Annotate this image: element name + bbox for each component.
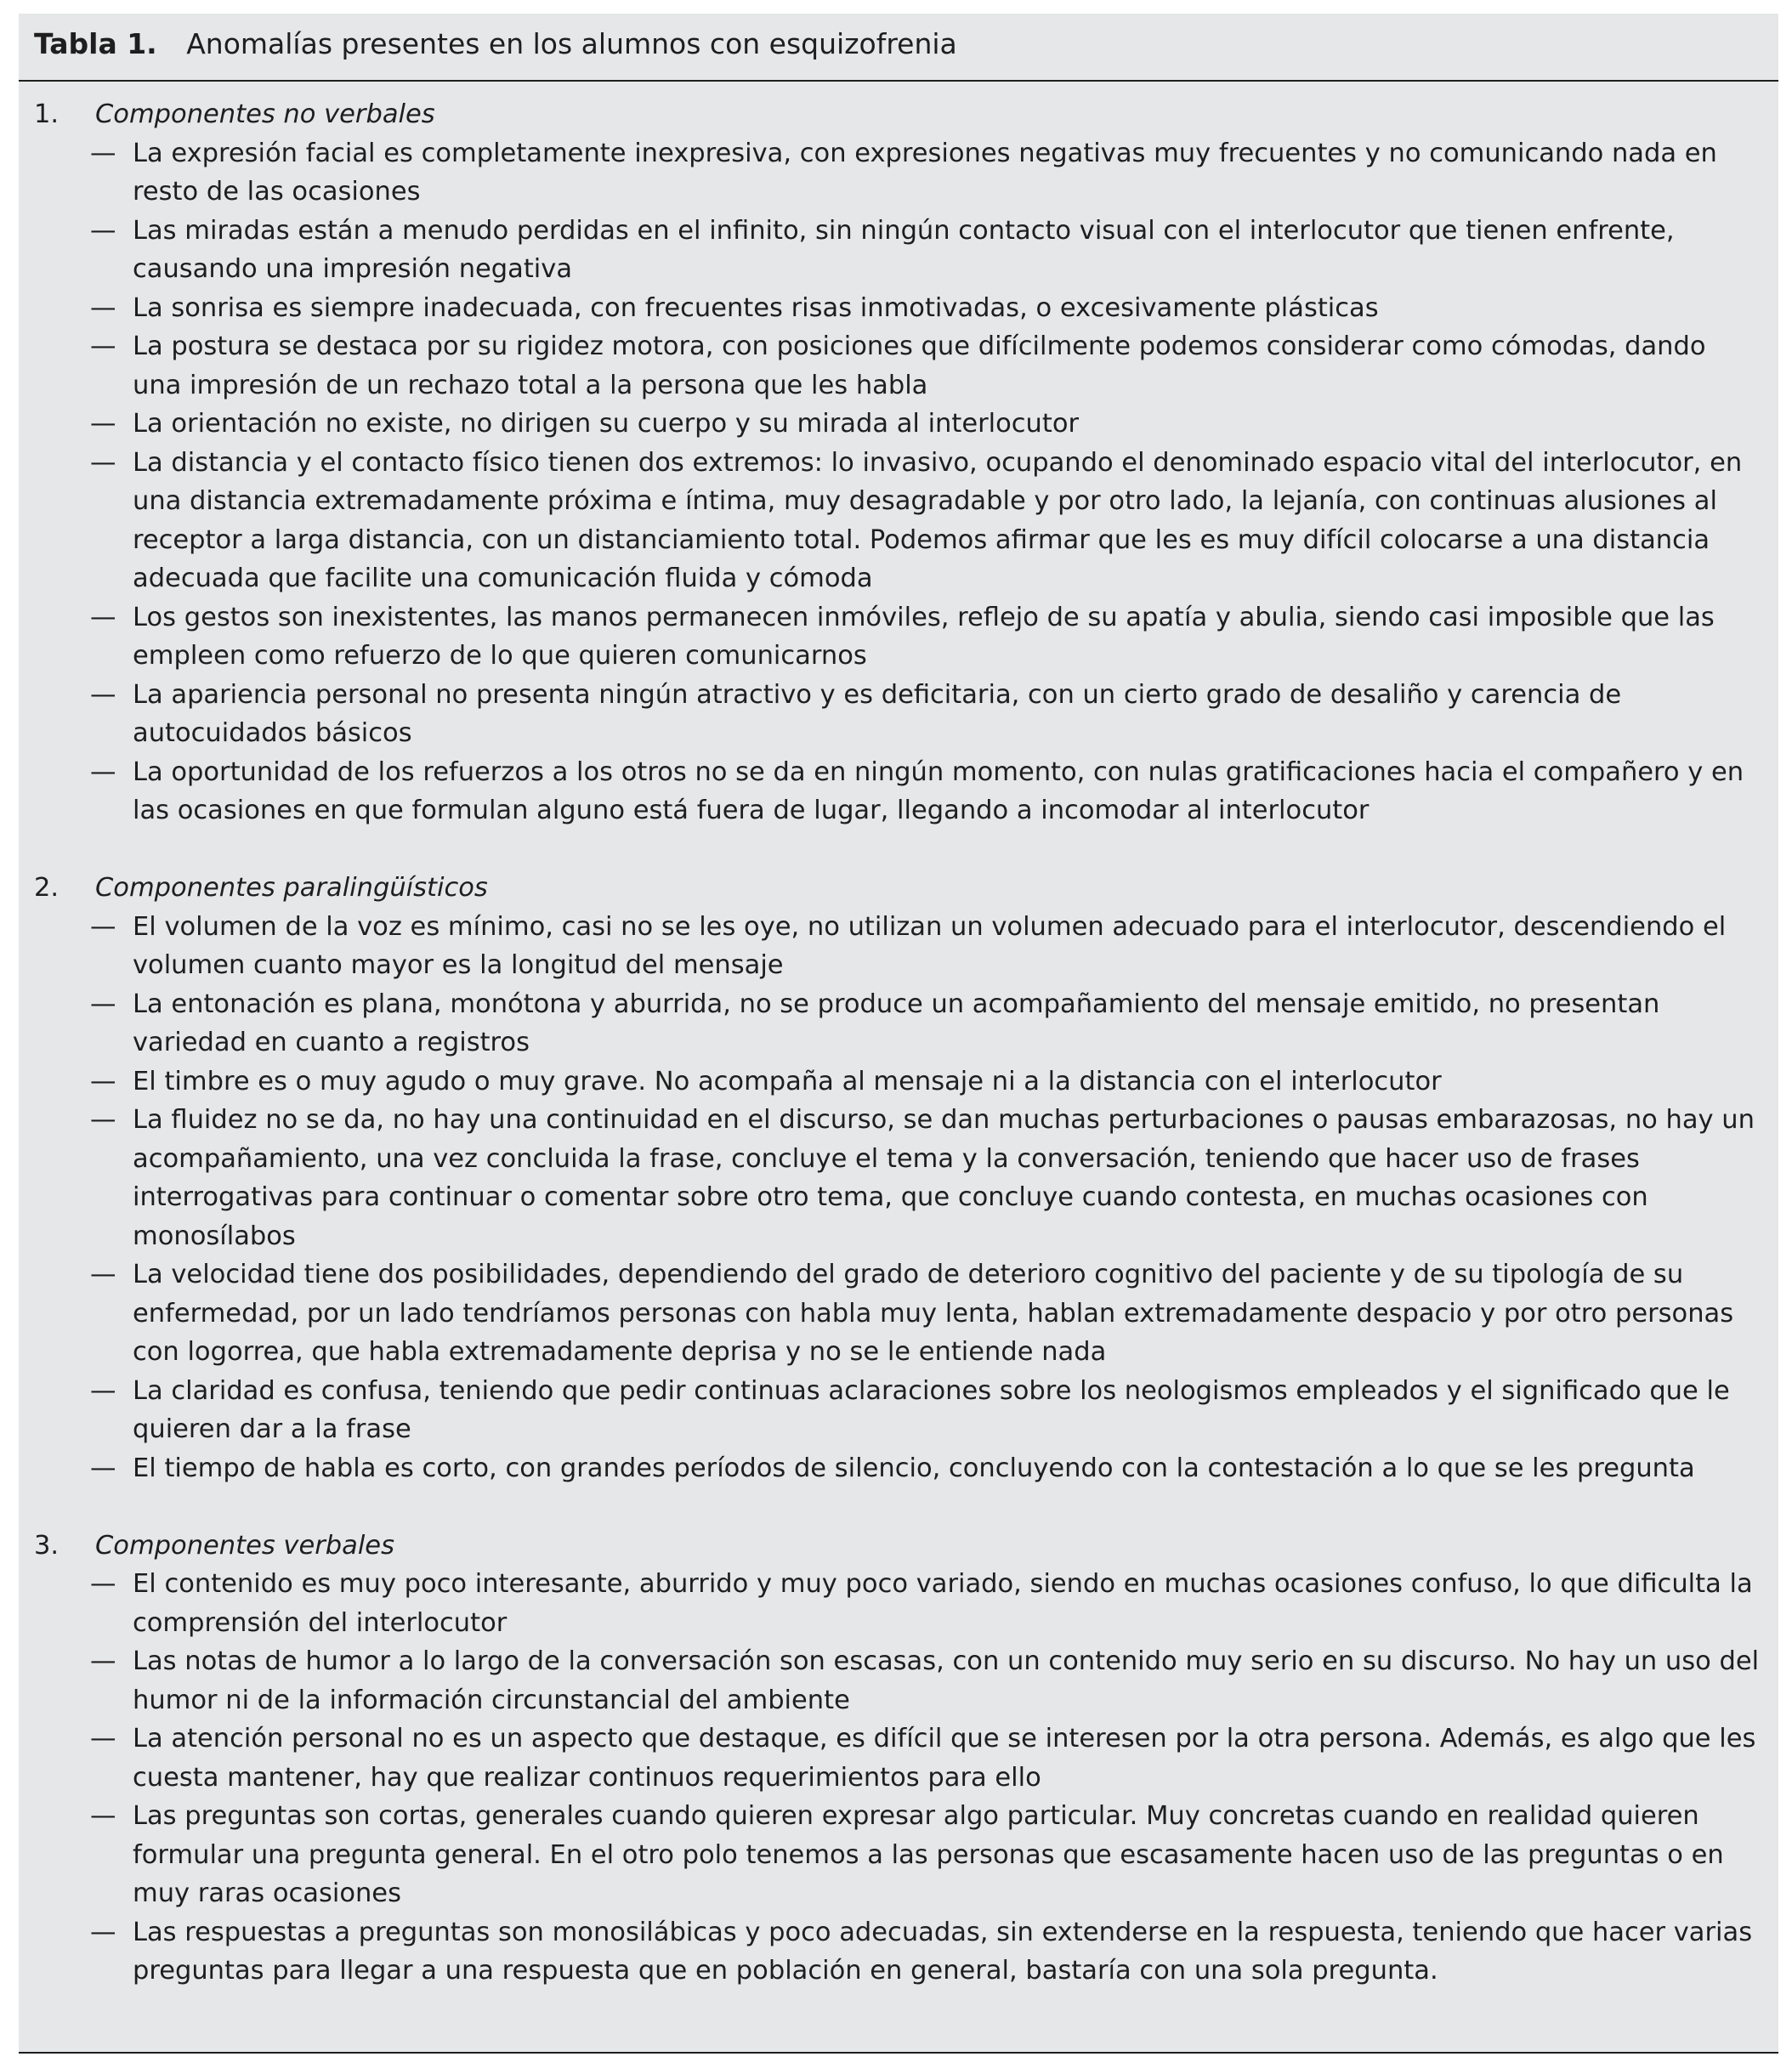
- list-item: [19, 985, 1778, 1062]
- section-heading: [19, 1527, 1778, 1566]
- list-item-text: Las notas de humor a lo largo de la conversación son escasas, con un contenido muy serio en su discurso. No hay un uso del humor ni de la información circunstancial del ambiente: [133, 1646, 1760, 1715]
- list-item-text: El tiempo de habla es corto, con grandes períodos de silencio, concluyendo con la contestación a lo que se les pregunta: [133, 1453, 1695, 1483]
- list-item: [19, 908, 1778, 985]
- list-item: [19, 598, 1778, 676]
- dash-bullet: —: [90, 138, 116, 168]
- list-item: [19, 1101, 1778, 1255]
- table-bottom-rule: [19, 2052, 1778, 2054]
- list-item-text: La expresión facial es completamente inexpresiva, con expresiones negativas muy frecuentes y no comunicando nada en resto de las ocasiones: [133, 138, 1717, 207]
- list-item-text: La fluidez no se da, no hay una continuidad en el discurso, se dan muchas perturbaciones o pausas embarazosas, no hay un acompañamiento, una vez concluida la frase, concluye el tema y la conversación, teniendo que hacer uso de frases interrogativas para continuar o comentar sobre otro tema, que concluye cuando contesta, en muchas ocasiones con monosílabos: [133, 1105, 1755, 1251]
- dash-bullet: —: [90, 447, 116, 478]
- section-title: Componentes paralingüísticos: [95, 873, 488, 903]
- list-item: [19, 327, 1778, 405]
- list-item-text: La claridad es confusa, teniendo que pedir continuas aclaraciones sobre los neologismos empleados y el significado que le quieren dar a la frase: [133, 1375, 1730, 1444]
- section-2: [19, 869, 1778, 1487]
- list-item-text: La apariencia personal no presenta ningún atractivo y es deficitaria, con un cierto grado de desaliño y carencia de autocuidados básicos: [133, 679, 1622, 748]
- dash-bullet: —: [90, 1066, 116, 1096]
- list-item-text: Las preguntas son cortas, generales cuando quieren expresar algo particular. Muy concretas cuando en realidad quieren formular una pregunta general. En el otro polo tenemos a las personas que escasamente hacen uso de las preguntas o en muy raras ocasiones: [133, 1801, 1724, 1908]
- list-item: [19, 212, 1778, 289]
- list-item: [19, 1062, 1778, 1102]
- list-item-text: La orientación no existe, no dirigen su cuerpo y su mirada al interlocutor: [133, 409, 1080, 439]
- list-item: [19, 405, 1778, 444]
- table-header: [19, 14, 1778, 82]
- list-item-text: El timbre es o muy agudo o muy grave. No acompaña al mensaje ni a la distancia con el interlocutor: [133, 1066, 1442, 1096]
- dash-bullet: —: [90, 1801, 116, 1831]
- list-item: [19, 1565, 1778, 1642]
- section-3: [19, 1527, 1778, 1991]
- list-item: [19, 1913, 1778, 1991]
- dash-bullet: —: [90, 1375, 116, 1406]
- section-number: 3.: [34, 1530, 60, 1561]
- table-caption: [34, 27, 957, 61]
- list-item-text: La atención personal no es un aspecto que destaque, es difícil que se interesen por la otra persona. Además, es algo que les cuesta mantener, hay que realizar continuos requerimientos para ello: [133, 1724, 1756, 1793]
- list-item: [19, 444, 1778, 598]
- list-item-text: La postura se destaca por su rigidez motora, con posiciones que difícilmente podemos considerar como cómodas, dando una impresión de un rechazo total a la persona que les habla: [133, 331, 1706, 400]
- list-item: [19, 134, 1778, 212]
- dash-bullet: —: [90, 1724, 116, 1754]
- list-item: [19, 1642, 1778, 1720]
- dash-bullet: —: [90, 1569, 116, 1599]
- section-title: Componentes no verbales: [95, 99, 435, 129]
- dash-bullet: —: [90, 331, 116, 361]
- list-item: [19, 753, 1778, 830]
- dash-bullet: —: [90, 1105, 116, 1135]
- list-item-text: El contenido es muy poco interesante, aburrido y muy poco variado, siendo en muchas ocasiones confuso, lo que dificulta la comprensión del interlocutor: [133, 1569, 1753, 1638]
- list-item-text: El volumen de la voz es mínimo, casi no se les oye, no utilizan un volumen adecuado para el interlocutor, descendiendo el volumen cuanto mayor es la longitud del mensaje: [133, 911, 1727, 980]
- list-item-text: La velocidad tiene dos posibilidades, dependiendo del grado de deterioro cognitivo del paciente y de su tipología de su enfermedad, por un lado tendríamos personas con habla muy lenta, hablan extremadamente despacio y por otro personas con logorrea, que habla extremadamente deprisa y no se le entiende nada: [133, 1260, 1734, 1367]
- section-heading: [19, 95, 1778, 134]
- list-item: [19, 1797, 1778, 1913]
- dash-bullet: —: [90, 1646, 116, 1676]
- list-item-text: Los gestos son inexistentes, las manos permanecen inmóviles, reflejo de su apatía y abulia, siendo casi imposible que las empleen como refuerzo de lo que quieren comunicarnos: [133, 602, 1715, 671]
- dash-bullet: —: [90, 1453, 116, 1483]
- dash-bullet: —: [90, 292, 116, 323]
- section-1: [19, 95, 1778, 830]
- list-item-text: Las miradas están a menudo perdidas en el infinito, sin ningún contacto visual con el interlocutor que tienen enfrente, causando una impresión negativa: [133, 215, 1675, 284]
- table-container: [19, 14, 1778, 2054]
- dash-bullet: —: [90, 1260, 116, 1289]
- list-item: [19, 1255, 1778, 1372]
- dash-bullet: —: [90, 989, 116, 1019]
- table-title: Anomalías presentes en los alumnos con esquizofrenia: [186, 27, 957, 60]
- list-item: [19, 1720, 1778, 1797]
- section-title: Componentes verbales: [95, 1530, 394, 1561]
- list-item: [19, 676, 1778, 753]
- list-item-text: Las respuestas a preguntas son monosilábicas y poco adecuadas, sin extenderse en la respuesta, teniendo que hacer varias preguntas para llegar a una respuesta que en población en general, bastaría con una sola pregunta.: [133, 1917, 1753, 1986]
- section-number: 2.: [34, 873, 60, 903]
- dash-bullet: —: [90, 409, 116, 439]
- dash-bullet: —: [90, 911, 116, 942]
- list-item-text: La entonación es plana, monótona y aburrida, no se produce un acompañamiento del mensaje emitido, no presentan variedad en cuanto a registros: [133, 989, 1660, 1057]
- table-body: [19, 95, 1778, 2029]
- table-label: Tabla 1.: [34, 27, 157, 60]
- list-item-text: La sonrisa es siempre inadecuada, con frecuentes risas inmotivadas, o excesivamente plásticas: [133, 292, 1379, 323]
- dash-bullet: —: [90, 215, 116, 246]
- dash-bullet: —: [90, 602, 116, 632]
- dash-bullet: —: [90, 756, 116, 787]
- list-item-text: La oportunidad de los refuerzos a los otros no se da en ningún momento, con nulas gratificaciones hacia el compañero y en las ocasiones en que formulan alguno está fuera de lugar, llegando a incomodar al interlocutor: [133, 756, 1744, 825]
- list-item: [19, 289, 1778, 328]
- section-heading: [19, 869, 1778, 908]
- list-item: [19, 1372, 1778, 1449]
- section-number: 1.: [34, 99, 60, 129]
- dash-bullet: —: [90, 679, 116, 710]
- list-item-text: La distancia y el contacto físico tienen dos extremos: lo invasivo, ocupando el denominado espacio vital del interlocutor, en una distancia extremadamente próxima e íntima, muy desagradable y por otro lado, la lejanía, con continuas alusiones al receptor a larga distancia, con un distanciamiento total. Podemos afirmar que les es muy difícil colocarse a una distancia adecuada que facilite una comunicación fluida y cómoda: [133, 447, 1743, 593]
- dash-bullet: —: [90, 1917, 116, 1947]
- list-item: [19, 1449, 1778, 1488]
